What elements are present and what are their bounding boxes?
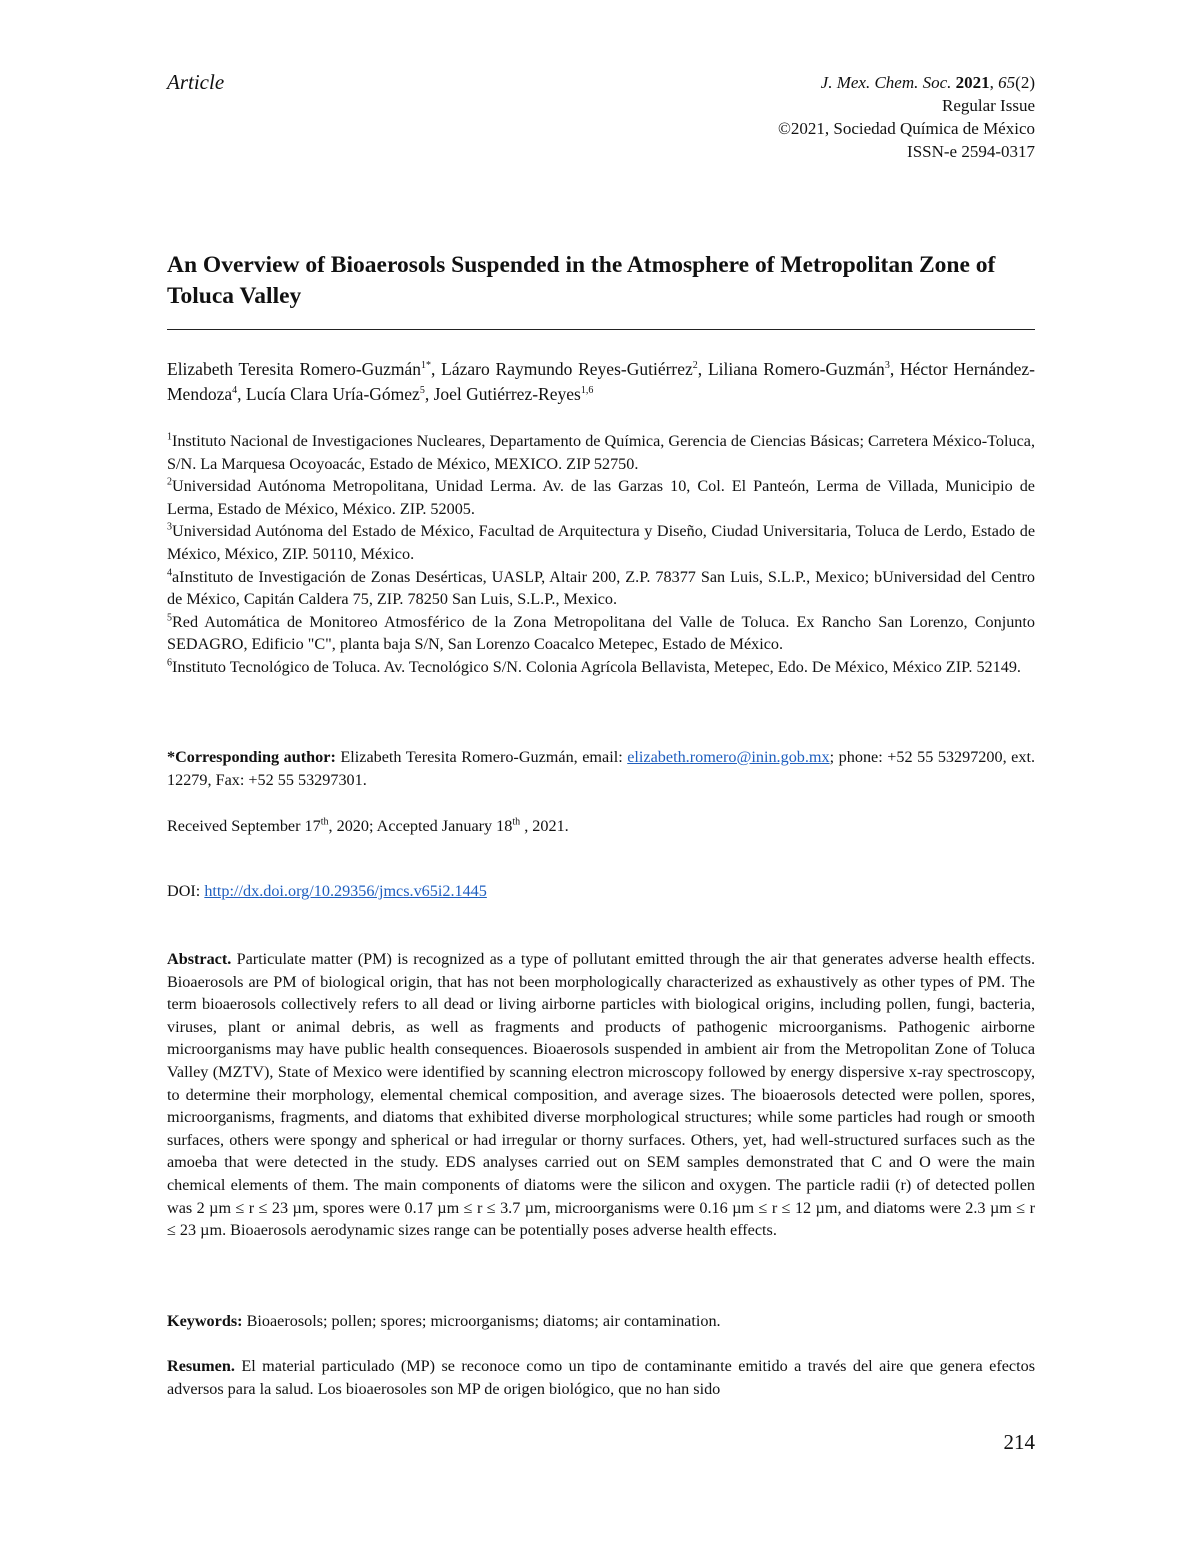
doi-label: DOI:	[167, 882, 205, 900]
affiliation-number: 1	[167, 431, 172, 443]
author-affil-sup: 2	[692, 360, 698, 372]
paper-title: An Overview of Bioaerosols Suspended in the Atmosphere of Metropolitan Zone of Toluca Valley	[167, 252, 996, 309]
issn-line: ISSN-e 2594-0317	[907, 142, 1035, 161]
copyright-line: ©2021, Sociedad Química de México	[778, 119, 1035, 138]
affiliation-text: Instituto Nacional de Investigaciones Nucleares, Departamento de Química, Gerencia de Ciencias Básicas; Carretera México-Toluca, S/N. La Marquesa Ocoyoacác, Estado de México, MEXICO. ZIP 52750.	[167, 432, 1035, 473]
affiliation-number: 2	[167, 476, 172, 488]
resumen-text: El material particulado (MP) se reconoce como un tipo de contaminante emitido a través del aire que genera efectos adversos para la salud. Los bioaerosoles son MP de origen biológico, que no han sido	[167, 1357, 1035, 1398]
journal-abbrev: J. Mex. Chem. Soc.	[820, 73, 952, 92]
resumen-label: Resumen.	[167, 1357, 235, 1375]
keywords-label: Keywords:	[167, 1312, 243, 1330]
affiliation	[167, 566, 1035, 611]
affiliation-text: aInstituto de Investigación de Zonas Desérticas, UASLP, Altair 200, Z.P. 78377 San Luis, S.L.P., Mexico; bUniversidad del Centro de México, Capitán Caldera 75, ZIP. 78250 San Luis, S.L.P., Mexico.	[167, 567, 1035, 609]
journal-issue: (2)	[1015, 73, 1035, 92]
journal-year: 2021	[955, 73, 990, 92]
affiliation	[167, 656, 1035, 679]
journal-info	[778, 71, 1035, 163]
affiliation-number: 3	[167, 521, 172, 533]
affiliation-text: Universidad Autónoma del Estado de México, Facultad de Arquitectura y Diseño, Ciudad Universitaria, Toluca de Lerdo, Estado de México, México, ZIP. 50110, México.	[167, 522, 1035, 563]
author-affil-sup: 5	[419, 385, 425, 397]
article-type-label: Article	[167, 70, 225, 94]
corresponding-text: Elizabeth Teresita Romero-Guzmán, email:	[335, 748, 628, 766]
journal-volume: 65	[998, 73, 1016, 92]
affiliation-text: Red Automática de Monitoreo Atmosférico de la Zona Metropolitana del Valle de Toluca. Ex Rancho San Lorenzo, Conjunto SEDAGRO, Edificio "C", planta baja S/N, San Lorenzo Coacalco Metepec, Estado de México.	[167, 612, 1035, 654]
affiliation	[167, 611, 1035, 656]
affiliation-number: 5	[167, 612, 172, 624]
affiliation-text: Universidad Autónoma Metropolitana, Unidad Lerma. Av. de las Garzas 10, Col. El Panteón, Lerma de Villada, Municipio de Lerma, Estado de México, México. ZIP. 52005.	[167, 477, 1035, 518]
email-link[interactable]: elizabeth.romero@inin.gob.mx	[627, 748, 830, 766]
corresponding-author	[167, 746, 1035, 792]
author-name: Elizabeth Teresita Romero-Guzmán	[167, 359, 421, 379]
abstract-label: Abstract.	[167, 950, 232, 968]
resumen	[167, 1355, 1035, 1400]
author-name: Lázaro Raymundo Reyes-Gutiérrez	[441, 359, 693, 379]
abstract	[167, 948, 1035, 1242]
affiliation	[167, 430, 1035, 475]
affiliation-text: Instituto Tecnológico de Toluca. Av. Tecnológico S/N. Colonia Agrícola Bellavista, Metepec, Edo. De México, México ZIP. 52149.	[172, 657, 1021, 676]
author-list: Elizabeth Teresita Romero-Guzmán$^{1*}$, Lázaro Raymundo Reyes-Gutiérrez$^2$, Liliana Romero-Guzmán$^3$, Héctor Hernández-Mendoza$^4$, Lucía Clara Uría-Gómez$^5$, Joel Gutiérrez-Reyes$^{1,6}$	[167, 359, 1036, 404]
doi-link[interactable]: http://dx.doi.org/10.29356/jmcs.v65i2.1445	[204, 882, 487, 900]
author-affil-sup: 4	[232, 385, 238, 397]
page-number: 214	[1003, 1430, 1035, 1454]
title-divider	[167, 329, 1035, 330]
author-name: Liliana Romero-Guzmán	[707, 359, 885, 379]
keywords	[167, 1310, 1035, 1333]
author-name: Joel Gutiérrez-Reyes	[433, 384, 581, 404]
author-affil-sup: 3	[884, 360, 890, 372]
received-dates: Received September 17th, 2020; Accepted January 18th , 2021.	[167, 816, 569, 835]
author-name: Lucía Clara Uría-Gómez	[245, 384, 420, 404]
abstract-text: Particulate matter (PM) is recognized as a type of pollutant emitted through the air that generates adverse health effects. Bioaerosols are PM of biological origin, that has not been morphologically characterized as exhaustively as other types of PM. The term bioaerosols collectively refers to all dead or living airborne particles with biological origins, including pollen, fungi, bacteria, viruses, plant or animal debris, as well as fragments and products of pathogenic microorganisms. Pathogenic airborne microorganisms may have public health consequences. Bioaerosols suspended in ambient air from the Metropolitan Zone of Toluca Valley (MZTV), State of Mexico were identified by scanning electron microscopy followed by energy dispersive x-ray spectroscopy, to determine their morphology, elemental chemical composition, and average sizes. The bioaerosols detected were pollen, spores, microorganisms, fragments, and diatoms that exhibited diverse morphological structures; while some particles had rough or smooth surfaces, others were spongy and spherical or had irregular or thorny surfaces. Others, yet, had well-structured surfaces such as the amoeba that were detected in the study. EDS analyses carried out on SEM samples demonstrated that C and O were the main chemical elements of them. The main components of diatoms were the silicon and oxygen. The particle radii (r) of detected pollen was 2 µm ≤ r ≤ 23 µm, spores were 0.17 µm ≤ r ≤ 3.7 µm, microorganisms were 0.16 µm ≤ r ≤ 12 µm, and diatoms were 2.3 µm ≤ r ≤ 23 µm. Bioaerosols aerodynamic sizes range can be potentially poses adverse health effects.	[167, 950, 1035, 1240]
author-name: Héctor Hernández-Mendoza	[167, 359, 1036, 404]
affiliation-list	[167, 430, 1035, 679]
corresponding-contact: ; phone: +52 55 53297200, ext. 12279, Fax: +52 55 53297301.	[167, 748, 1035, 789]
doi-line	[167, 880, 487, 903]
author-affil-sup: 1*	[420, 360, 431, 372]
corresponding-label: *Corresponding author:	[167, 748, 336, 766]
author-affil-sup: 1,6	[580, 385, 594, 397]
affiliation-number: 4	[167, 567, 172, 579]
affiliation	[167, 520, 1035, 565]
journal-citation: J. Mex. Chem. Soc. 2021, 65(2)	[820, 73, 1035, 92]
keywords-text: Bioaerosols; pollen; spores; microorganisms; diatoms; air contamination.	[242, 1312, 721, 1330]
issue-type: Regular Issue	[941, 96, 1035, 115]
affiliation-number: 6	[167, 657, 172, 669]
affiliation	[167, 475, 1035, 520]
